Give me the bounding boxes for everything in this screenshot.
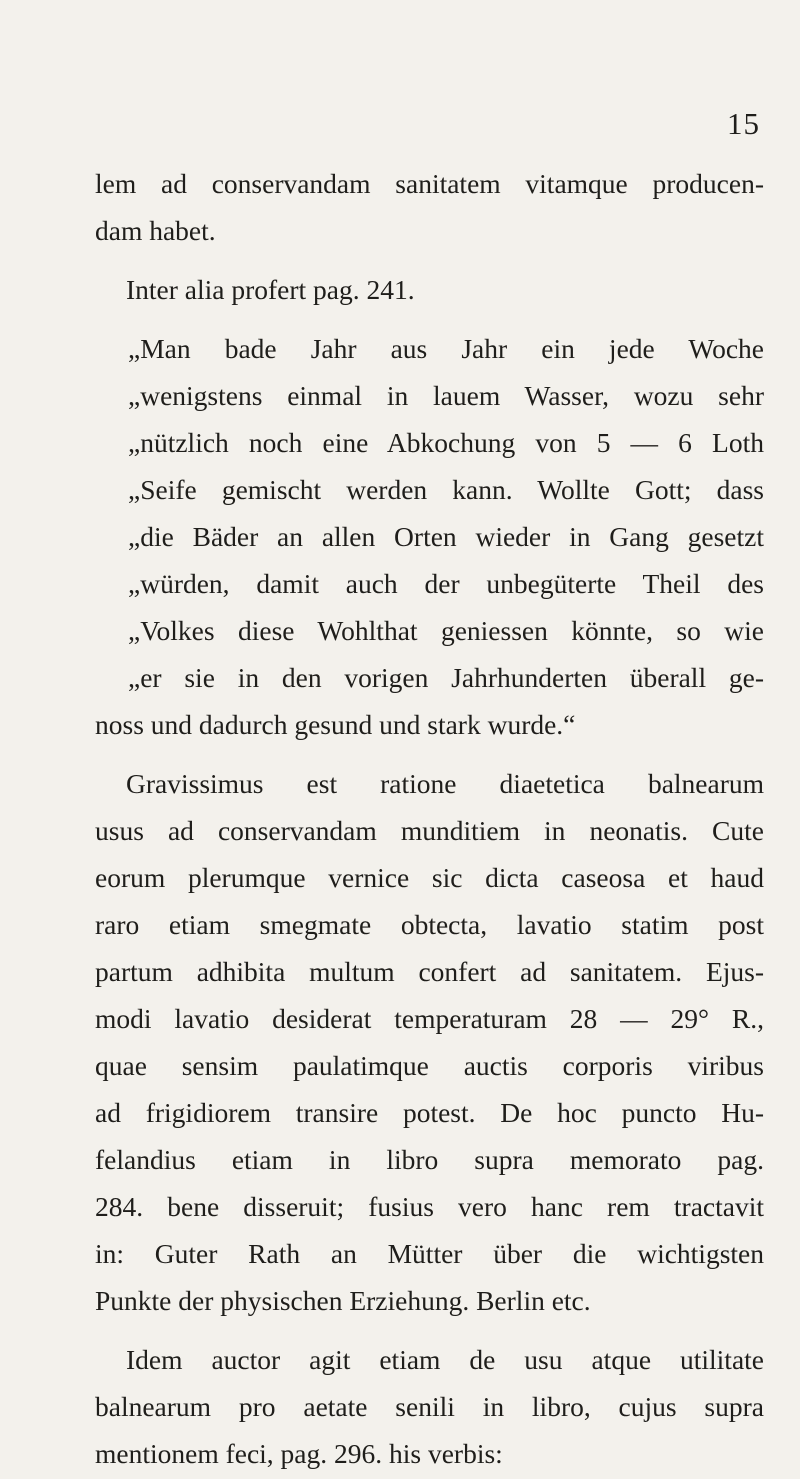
quote-line: „Man bade Jahr aus Jahr ein jede Woche <box>128 333 764 364</box>
text-line: modi lavatio desiderat temperaturam 28 — 29° R., <box>95 1003 764 1034</box>
text-line: usus ad conservandam munditiem in neonatis. Cute <box>95 815 764 846</box>
text-line: quae sensim paulatimque auctis corporis viribus <box>95 1050 764 1081</box>
quote-line: „Seife gemischt werden kann. Wollte Gott; dass <box>128 474 764 505</box>
quote-line: noss und dadurch gesund und stark wurde.“ <box>95 709 576 740</box>
text-line: Inter alia profert pag. 241. <box>126 274 415 305</box>
quote-line: „nützlich noch eine Abkochung von 5 — 6 Loth <box>128 427 764 458</box>
text-line: mentionem feci, pag. 296. his verbis: <box>95 1438 503 1469</box>
text-line: Punkte der physischen Erziehung. Berlin etc. <box>95 1285 591 1316</box>
text-line: raro etiam smegmate obtecta, lavatio statim post <box>95 909 764 940</box>
text-line: Gravissimus est ratione diaetetica balnearum <box>126 768 764 799</box>
text-line: ad frigidiorem transire potest. De hoc puncto Hu- <box>95 1097 764 1128</box>
text-line: 284. bene disseruit; fusius vero hanc rem tractavit <box>95 1191 764 1222</box>
text-line: felandius etiam in libro supra memorato pag. <box>95 1144 764 1175</box>
text-line: partum adhibita multum confert ad sanitatem. Ejus- <box>95 956 764 987</box>
text-line: in: Guter Rath an Mütter über die wichtigsten <box>95 1238 764 1269</box>
page-number: 15 <box>727 106 760 141</box>
quote-line: „würden, damit auch der unbegüterte Theil des <box>128 568 764 599</box>
text-line: dam habet. <box>95 215 216 246</box>
text-line: Idem auctor agit etiam de usu atque utilitate <box>126 1344 764 1375</box>
quote-line: „er sie in den vorigen Jahrhunderten überall ge- <box>128 662 764 693</box>
quote-line: „Volkes diese Wohlthat geniessen könnte, so wie <box>128 615 764 646</box>
quote-line: „wenigstens einmal in lauem Wasser, wozu sehr <box>128 380 764 411</box>
text-line: lem ad conservandam sanitatem vitamque producen- <box>95 168 764 199</box>
text-line: eorum plerumque vernice sic dicta caseosa et haud <box>95 862 764 893</box>
text-line: balnearum pro aetate senili in libro, cujus supra <box>95 1391 764 1422</box>
quote-line: „die Bäder an allen Orten wieder in Gang gesetzt <box>128 521 764 552</box>
